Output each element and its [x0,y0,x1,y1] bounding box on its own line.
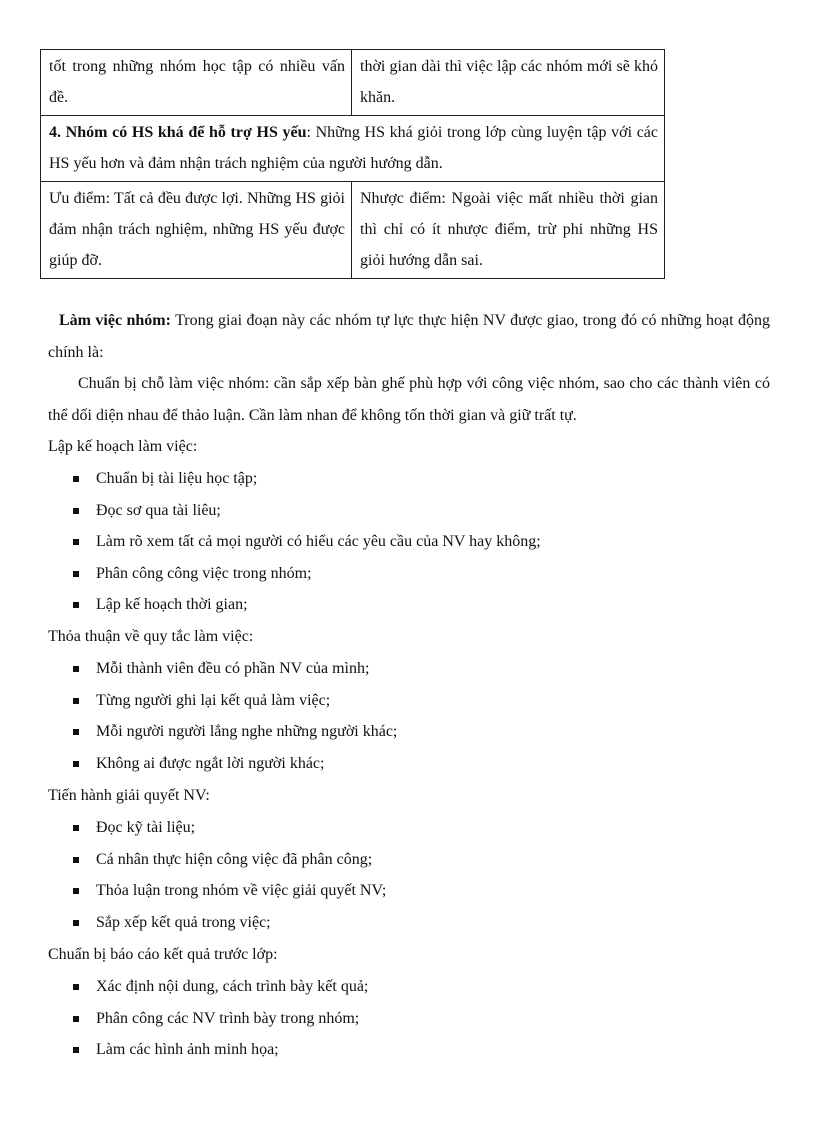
disadvantages-cell: Nhược điểm: Ngoài việc mất nhiều thời gian thì chỉ có ít nhược điểm, trừ phi những HS giỏi hướng dẫn sai. [352,182,665,279]
section-heading: Lập kế hoạch làm việc: [48,438,198,455]
table-row [41,50,665,116]
section-heading: Chuẩn bị báo cáo kết quả trước lớp: [48,946,278,963]
table-row [41,116,665,182]
list-item: Làm các hình ảnh minh họa; [0,1034,368,1066]
intro-text: Trong giai đoạn này các nhóm tự lực thực hiện NV được giao, trong đó có những hoạt động chính là: [48,312,770,361]
list-item: Mỗi người người lắng nghe những người khác; [0,716,397,748]
list-item: Đọc kỹ tài liệu; [0,812,386,844]
list-item: Xác định nội dung, cách trình bày kết quả; [0,971,368,1003]
intro-paragraph [48,305,770,368]
list-item: Phân công các NV trình bày trong nhóm; [0,1003,368,1035]
list-item: Lập kế hoạch thời gian; [0,589,541,621]
bullet-square-icon [73,888,79,894]
bullet-square-icon [73,920,79,926]
list-item: Sắp xếp kết quả trong việc; [0,907,386,939]
bullet-square-icon [73,602,79,608]
table-cell: thời gian dài thì việc lập các nhóm mới sẽ khó khăn. [352,50,665,116]
table-cell-full [41,116,665,182]
list-item: Không ai được ngắt lời người khác; [0,748,397,780]
list-item: Phân công công việc trong nhóm; [0,558,541,590]
bullet-square-icon [73,984,79,990]
list-item: Đọc sơ qua tài liêu; [0,495,541,527]
comparison-table [40,49,665,279]
table-cell: tốt trong những nhóm học tập có nhiều vấn đề. [41,50,352,116]
bullet-square-icon [73,1047,79,1053]
list-item: Từng người ghi lại kết quả làm việc; [0,685,397,717]
bullet-list [0,971,368,1066]
bullet-square-icon [73,857,79,863]
bullet-square-icon [73,571,79,577]
bullet-square-icon [73,666,79,672]
list-item: Chuẩn bị tài liệu học tập; [0,463,541,495]
bullet-square-icon [73,539,79,545]
intro-heading: Làm việc nhóm: [59,312,171,329]
group-title: 4. Nhóm có HS khá để hỗ trợ HS yếu [49,124,307,141]
bullet-square-icon [73,508,79,514]
list-item: Mỗi thành viên đều có phần NV của mình; [0,653,397,685]
table-row [41,182,665,279]
bullet-square-icon [73,698,79,704]
bullet-list [0,812,386,938]
bullet-list [0,463,541,621]
bullet-square-icon [73,476,79,482]
list-item: Làm rõ xem tất cả mọi người có hiểu các yêu cầu của NV hay không; [0,526,541,558]
list-item: Thỏa luận trong nhóm về việc giải quyết NV; [0,875,386,907]
bullet-square-icon [73,1016,79,1022]
prep-paragraph: Chuẩn bị chỗ làm việc nhóm: cần sắp xếp bàn ghế phù hợp với công việc nhóm, sao cho các thành viên có thể dối diện nhau để thảo luận. Cần làm nhan để không tốn thời gian và giữ trất tự. [48,375,770,424]
group-description: : Những HS khá giỏi trong lớp cùng luyện tập với các HS yếu hơn và đảm nhận trách nghiệm của người hướng dẫn. [49,124,658,172]
section-heading: Tiến hành giải quyết NV: [48,787,210,804]
bullet-square-icon [73,761,79,767]
section-heading: Thỏa thuận về quy tắc làm việc: [48,628,254,645]
bullet-square-icon [73,825,79,831]
list-item: Cá nhân thực hiện công việc đã phân công; [0,844,386,876]
bullet-list [0,653,397,779]
advantages-cell: Ưu điểm: Tất cả đều được lợi. Những HS giỏi đảm nhận trách nghiệm, những HS yếu được giúp đỡ. [41,182,352,279]
bullet-square-icon [73,729,79,735]
